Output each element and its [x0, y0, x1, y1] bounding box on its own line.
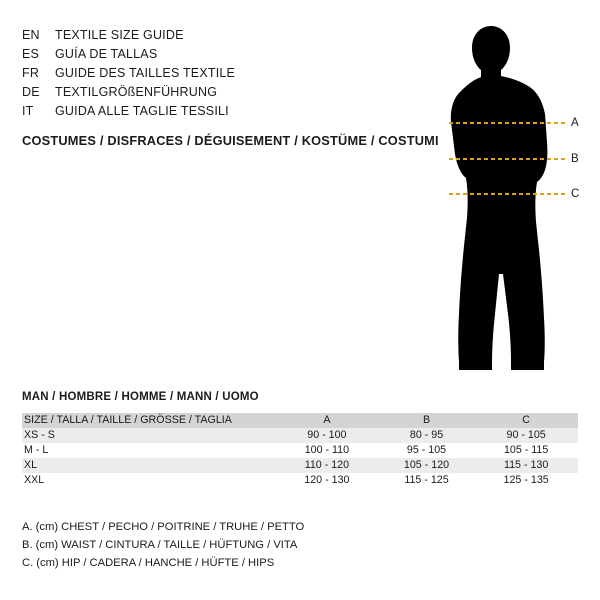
row-size-cell: XXL	[22, 473, 277, 488]
row-a-cell: 90 - 100	[277, 428, 377, 443]
body-silhouette-icon	[415, 18, 585, 378]
language-code: ES	[22, 47, 40, 61]
table-row	[22, 458, 578, 473]
header-size-cell: SIZE / TALLA / TAILLE / GRÖSSE / TAGLIA	[22, 413, 277, 428]
header-a-cell: A	[277, 413, 377, 428]
language-code: EN	[22, 28, 40, 42]
row-size-cell: M - L	[22, 443, 277, 458]
header-pad-cell	[576, 413, 578, 428]
language-row	[22, 85, 352, 104]
language-row	[22, 66, 352, 85]
language-row	[22, 28, 352, 47]
language-code: DE	[22, 85, 40, 99]
table-row	[22, 473, 578, 488]
row-pad-cell	[576, 473, 578, 488]
table-row	[22, 443, 578, 458]
hip-measure-label: C	[571, 188, 580, 200]
row-pad-cell	[576, 458, 578, 473]
row-b-cell: 80 - 95	[377, 428, 477, 443]
chest-measure-label: A	[571, 117, 579, 129]
row-size-cell: XS - S	[22, 428, 277, 443]
row-pad-cell	[576, 428, 578, 443]
row-a-cell: 100 - 110	[277, 443, 377, 458]
language-title: TEXTILE SIZE GUIDE	[55, 28, 184, 42]
waist-measure-label: B	[571, 153, 579, 165]
language-list	[22, 28, 352, 123]
language-title: GUIDA ALLE TAGLIE TESSILI	[55, 104, 229, 118]
row-c-cell: 105 - 115	[476, 443, 576, 458]
legend-item-hip: C. (cm) HIP / CADERA / HANCHE / HÜFTE / HIPS	[22, 557, 275, 569]
row-b-cell: 115 - 125	[377, 473, 477, 488]
figure-illustration	[415, 18, 585, 378]
costumes-subtitle: COSTUMES / DISFRACES / DÉGUISEMENT / KOSTÜME / COSTUMI	[22, 133, 439, 148]
row-c-cell: 115 - 130	[476, 458, 576, 473]
row-b-cell: 95 - 105	[377, 443, 477, 458]
legend-item-waist: B. (cm) WAIST / CINTURA / TAILLE / HÜFTUNG / VITA	[22, 539, 298, 551]
row-a-cell: 110 - 120	[277, 458, 377, 473]
language-row	[22, 104, 352, 123]
language-code: FR	[22, 66, 40, 80]
language-title: TEXTILGRÖßENFÜHRUNG	[55, 85, 218, 99]
language-title: GUÍA DE TALLAS	[55, 47, 158, 61]
table-header-row	[22, 413, 578, 428]
legend-item-chest: A. (cm) CHEST / PECHO / POITRINE / TRUHE / PETTO	[22, 521, 305, 533]
table-row	[22, 428, 578, 443]
row-b-cell: 105 - 120	[377, 458, 477, 473]
row-c-cell: 90 - 105	[476, 428, 576, 443]
language-row	[22, 47, 352, 66]
table-section-title: MAN / HOMBRE / HOMME / MANN / UOMO	[22, 391, 259, 403]
header-c-cell: C	[476, 413, 576, 428]
language-code: IT	[22, 104, 34, 118]
row-a-cell: 120 - 130	[277, 473, 377, 488]
size-table	[22, 413, 578, 488]
header-b-cell: B	[377, 413, 477, 428]
row-size-cell: XL	[22, 458, 277, 473]
language-title: GUIDE DES TAILLES TEXTILE	[55, 66, 236, 80]
row-pad-cell	[576, 443, 578, 458]
measurement-legend	[22, 518, 304, 572]
row-c-cell: 125 - 135	[476, 473, 576, 488]
